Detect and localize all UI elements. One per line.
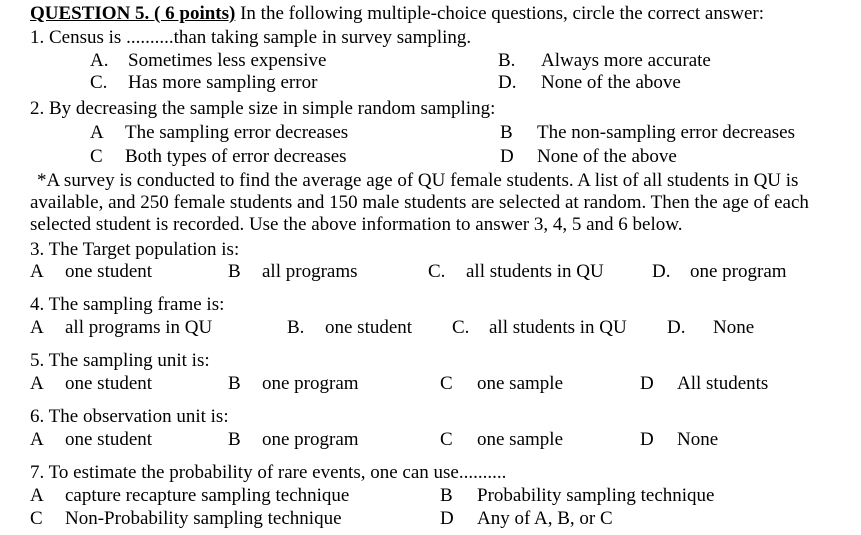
- q7-option-b[interactable]: Probability sampling technique: [477, 485, 715, 506]
- q1-option-b[interactable]: Always more accurate: [541, 50, 711, 71]
- q5-option-b[interactable]: one program: [262, 373, 359, 394]
- q2-option-letter: A: [90, 122, 104, 143]
- q6-option-c[interactable]: one sample: [477, 429, 564, 450]
- q6-option-letter: C: [440, 429, 453, 450]
- q4-option-c[interactable]: all students in QU: [489, 317, 627, 338]
- question-header: [30, 3, 764, 25]
- q1-option-letter: C.: [90, 72, 108, 93]
- q7-option-letter: B: [440, 485, 453, 506]
- q3-option-c[interactable]: all students in QU: [466, 261, 604, 282]
- q7-option-d[interactable]: Any of A, B, or C: [477, 508, 613, 529]
- q2-option-letter: D: [500, 146, 514, 167]
- scenario-line: selected student is recorded. Use the above information to answer 3, 4, 5 and 6 below.: [30, 214, 683, 235]
- q2-stem: 2. By decreasing the sample size in simple random sampling:: [30, 98, 496, 119]
- q1-option-a[interactable]: Sometimes less expensive: [128, 50, 327, 71]
- q5-stem: 5. The sampling unit is:: [30, 350, 210, 371]
- instruction: In the following multiple-choice questions, circle the correct answer:: [235, 3, 765, 24]
- q1-option-d[interactable]: None of the above: [541, 72, 681, 93]
- q4-option-letter: C.: [452, 317, 470, 338]
- q7-option-c[interactable]: Non-Probability sampling technique: [65, 508, 342, 529]
- q4-option-letter: B.: [287, 317, 305, 338]
- q3-option-letter: B: [228, 261, 241, 282]
- q4-option-letter: D.: [667, 317, 686, 338]
- q3-option-letter: D.: [652, 261, 671, 282]
- q2-option-c[interactable]: Both types of error decreases: [125, 146, 347, 167]
- q5-option-a[interactable]: one student: [65, 373, 153, 394]
- q1-stem: 1. Census is ..........than taking sample in survey sampling.: [30, 27, 472, 48]
- q6-option-letter: B: [228, 429, 241, 450]
- q2-option-d[interactable]: None of the above: [537, 146, 677, 167]
- q2-option-b[interactable]: The non-sampling error decreases: [537, 122, 795, 143]
- q2-option-a[interactable]: The sampling error decreases: [125, 122, 349, 143]
- q7-option-letter: D: [440, 508, 454, 529]
- question-title: QUESTION 5. ( 6 points): [30, 3, 236, 24]
- q5-option-letter: C: [440, 373, 453, 394]
- q3-option-d[interactable]: one program: [690, 261, 787, 282]
- q3-option-letter: A: [30, 261, 44, 282]
- q6-stem: 6. The observation unit is:: [30, 406, 229, 427]
- q7-option-a[interactable]: capture recapture sampling technique: [65, 485, 350, 506]
- q5-option-letter: B: [228, 373, 241, 394]
- q5-option-letter: D: [640, 373, 654, 394]
- q1-option-letter: D.: [498, 72, 517, 93]
- q6-option-letter: A: [30, 429, 44, 450]
- scenario-line: available, and 250 female students and 150 male students are selected at random. Then the age of each: [30, 192, 809, 213]
- q5-option-d[interactable]: All students: [677, 373, 769, 394]
- q3-option-a[interactable]: one student: [65, 261, 153, 282]
- q7-option-letter: C: [30, 508, 43, 529]
- q1-option-c[interactable]: Has more sampling error: [128, 72, 318, 93]
- q4-option-a[interactable]: all programs in QU: [65, 317, 213, 338]
- q6-option-letter: D: [640, 429, 654, 450]
- q3-stem: 3. The Target population is:: [30, 239, 240, 260]
- q5-option-letter: A: [30, 373, 44, 394]
- scenario-line: *A survey is conducted to find the average age of QU female students. A list of all students in QU is: [37, 170, 799, 191]
- q7-option-letter: A: [30, 485, 44, 506]
- q6-option-d[interactable]: None: [677, 429, 719, 450]
- q4-option-letter: A: [30, 317, 44, 338]
- q4-stem: 4. The sampling frame is:: [30, 294, 225, 315]
- q1-option-letter: A.: [90, 50, 109, 71]
- q6-option-b[interactable]: one program: [262, 429, 359, 450]
- q6-option-a[interactable]: one student: [65, 429, 153, 450]
- q3-option-b[interactable]: all programs: [262, 261, 358, 282]
- q1-option-letter: B.: [498, 50, 516, 71]
- q2-option-letter: B: [500, 122, 513, 143]
- q2-option-letter: C: [90, 146, 103, 167]
- q4-option-b[interactable]: one student: [325, 317, 413, 338]
- q4-option-d[interactable]: None: [713, 317, 755, 338]
- q3-option-letter: C.: [428, 261, 446, 282]
- q5-option-c[interactable]: one sample: [477, 373, 564, 394]
- q7-stem: 7. To estimate the probability of rare events, one can use..........: [30, 462, 507, 483]
